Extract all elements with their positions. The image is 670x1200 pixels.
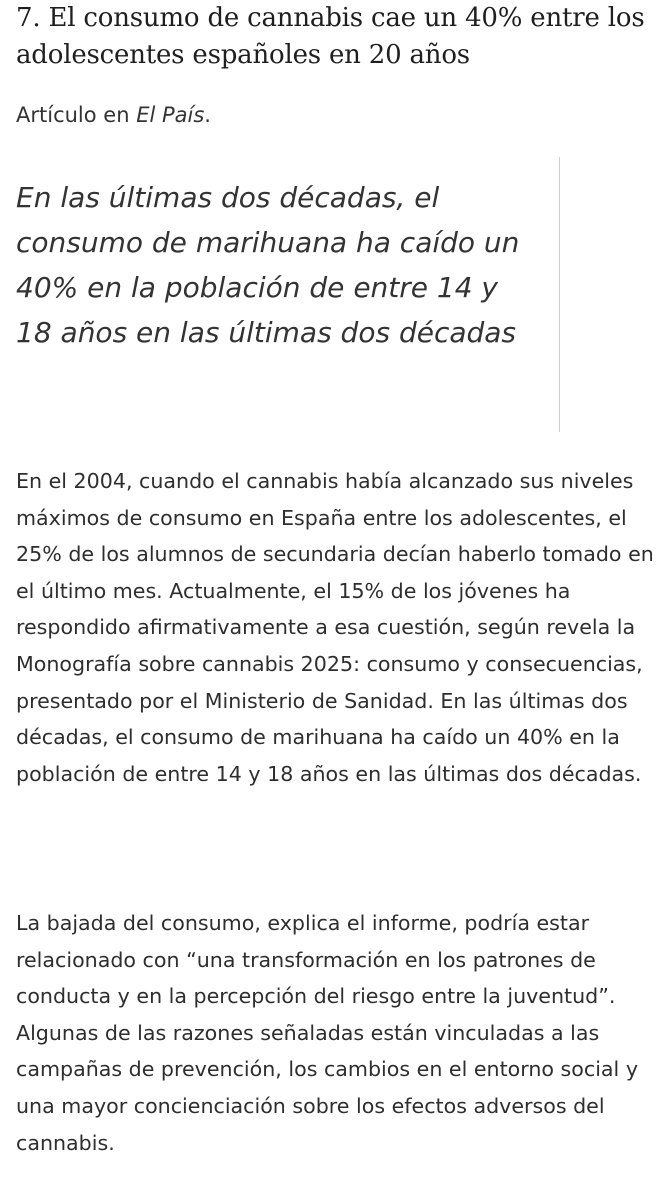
pull-quote: En las últimas dos décadas, el consumo de marihuana ha caído un 40% en la población de entre 14 y 18 años en las últimas dos décadas bbox=[16, 181, 520, 349]
article-title: 7. El consumo de cannabis cae un 40% entre los adolescentes españoles en 20 años bbox=[16, 3, 645, 70]
pull-quote-divider bbox=[559, 157, 560, 432]
source-link[interactable]: El País bbox=[136, 103, 205, 127]
article-source bbox=[16, 100, 211, 130]
body-paragraph-2: La bajada del consumo, explica el informe, podría estar relacionado con “una transformación en los patrones de conducta y en la percepción del riesgo entre la juventud”. Algunas de las razones señaladas están vinculadas a las campañas de prevención, los cambios en el entorno social y una mayor concienciación sobre los efectos adversos del cannabis. bbox=[16, 911, 639, 1155]
body-paragraph-1: En el 2004, cuando el cannabis había alcanzado sus niveles máximos de consumo en España entre los adolescentes, el 25% de los alumnos de secundaria decían haberlo tomado en el último mes. Actualmente, el 15% de los jóvenes ha respondido afirmativamente a esa cuestión, según revela la Monografía sobre cannabis 2025: consumo y consecuencias, presentado por el Ministerio de Sanidad. En las últimas dos décadas, el consumo de marihuana ha caído un 40% en la población de entre 14 y 18 años en las últimas dos décadas. bbox=[16, 469, 654, 786]
source-prefix: Artículo en bbox=[16, 103, 137, 127]
source-suffix: . bbox=[204, 103, 211, 127]
